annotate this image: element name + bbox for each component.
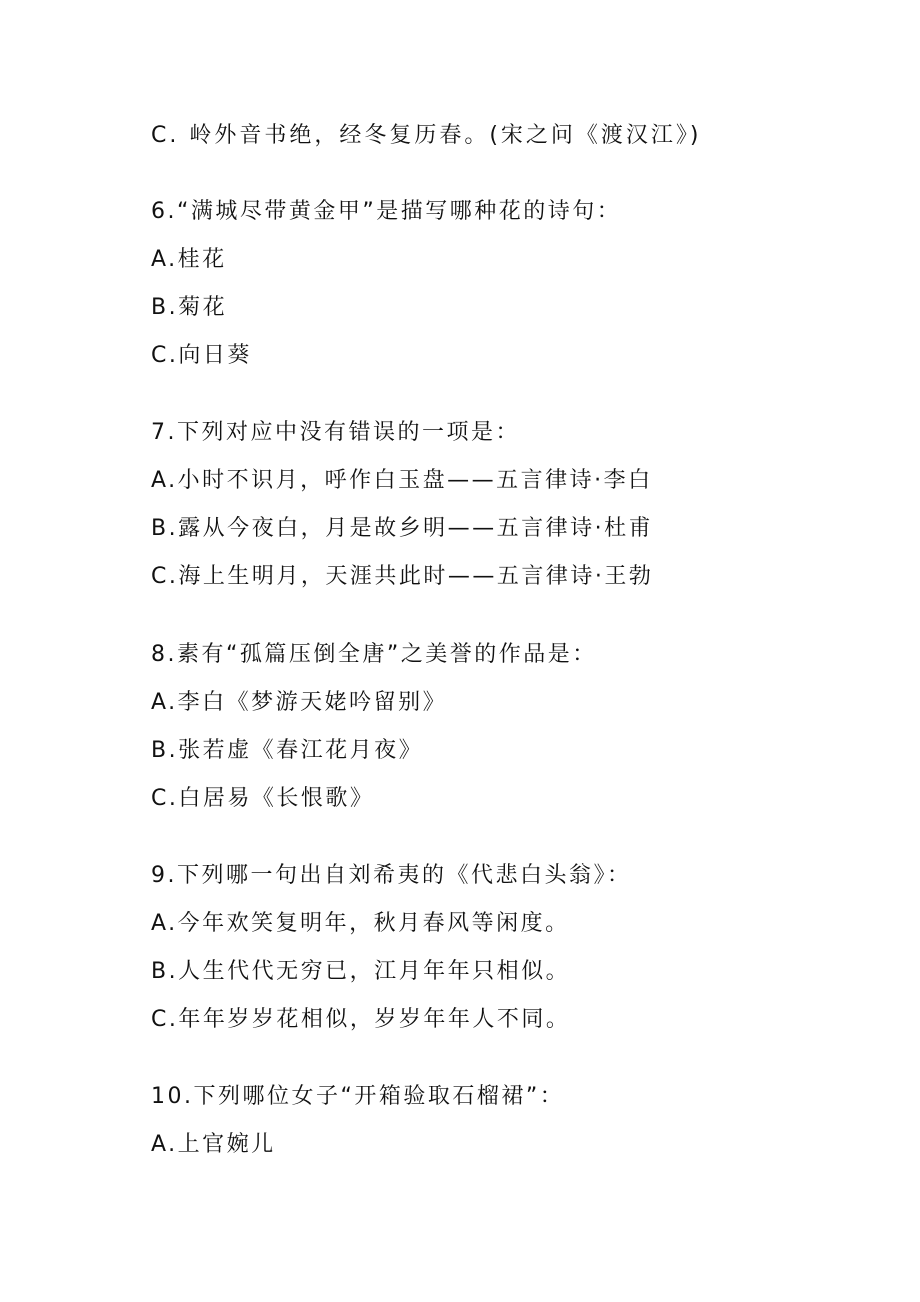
- q8-option-a: A.李白《梦游天姥吟留别》: [151, 690, 448, 715]
- q9-option-c: C.年年岁岁花相似，岁岁年年人不同。: [151, 1007, 571, 1032]
- q9-question: 9.下列哪一句出自刘希夷的《代悲白头翁》：: [151, 863, 632, 888]
- q8-option-c: C.白居易《长恨歌》: [151, 786, 375, 811]
- q10-question: 10.下列哪位女子“开箱验取石榴裙”：: [151, 1084, 565, 1109]
- q6-option-c: C.向日葵: [151, 343, 252, 368]
- q6-option-a: A.桂花: [151, 247, 227, 272]
- q8-option-b: B.张若虚《春江花月夜》: [151, 738, 424, 763]
- q5-option-c: C. 岭外音书绝，经冬复历春。(宋之问《渡汉江》): [151, 123, 702, 148]
- q9-option-a: A.今年欢笑复明年，秋月春风等闲度。: [151, 911, 570, 936]
- q9-option-b: B.人生代代无穷已，江月年年只相似。: [151, 959, 571, 984]
- q6-option-b: B.菊花: [151, 295, 228, 320]
- q8-question: 8.素有“孤篇压倒全唐”之美誉的作品是：: [151, 642, 597, 667]
- q7-question: 7.下列对应中没有错误的一项是：: [151, 420, 520, 445]
- q7-option-b: B.露从今夜白，月是故乡明——五言律诗·杜甫: [151, 516, 654, 541]
- q7-option-c: C.海上生明月，天涯共此时——五言律诗·王勃: [151, 564, 654, 589]
- q10-option-a: A.上官婉儿: [151, 1132, 276, 1157]
- q6-question: 6.“满城尽带黄金甲”是描写哪种花的诗句：: [151, 199, 622, 224]
- q7-option-a: A.小时不识月，呼作白玉盘——五言律诗·李白: [151, 468, 653, 493]
